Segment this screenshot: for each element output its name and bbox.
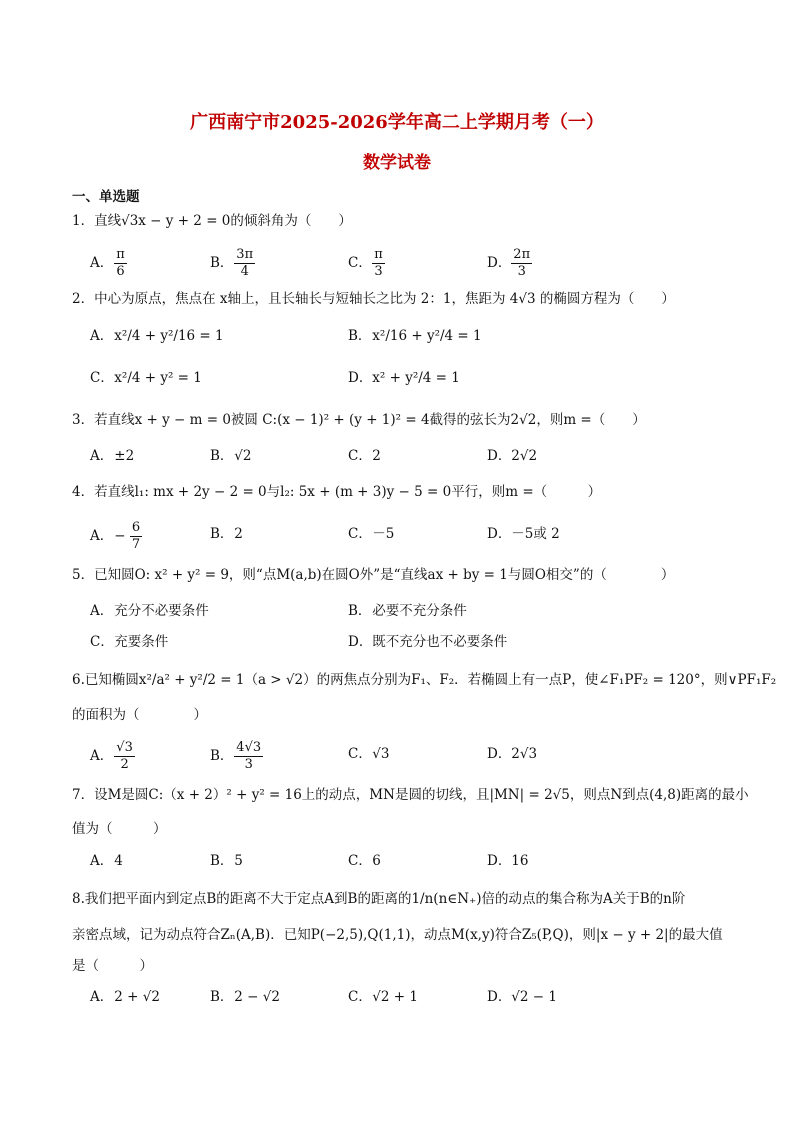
option-letter: C． [348,448,372,464]
q6-option-d[interactable] [487,744,537,764]
q3-option-b[interactable] [210,446,252,466]
question-8-stem-cont: 亲密点域，记为动点符合Zₙ(A,B)．已知P(−2,5),Q(1,1)，动点M(x,y)符合Z₅(P,Q)，则|x − y + 2|的最大值 [72,927,723,943]
fraction: $\frac{√3}{2}$ [116,740,133,772]
option-letter: D． [487,746,512,762]
q8-option-a[interactable] [90,987,160,1007]
option-text: 5 [234,853,243,869]
fraction: $\frac{6}{7}$ [131,520,141,552]
option-letter: D． [487,255,512,271]
option-text: √2 [234,448,252,464]
option-text: 2 − √2 [234,989,280,1005]
fraction: $\frac{3\pi}{4}$ [236,247,254,279]
q3-option-c[interactable] [348,446,381,466]
question-6-stem: 6.已知椭圆x²/a² + y²/2 = 1（a > √2）的两焦点分别为F₁、F₂．若椭圆上有一点P，使∠F₁PF₂ = 120°，则∨PF₁F₂ [72,672,777,688]
option-letter: A． [90,853,114,869]
q8-option-b[interactable] [210,987,280,1007]
fraction: $\frac{2\pi}{3}$ [513,247,531,279]
option-letter: D． [487,853,512,869]
option-text: 16 [511,853,529,869]
question-7-stem: 7．设M是圆C:（x + 2）² + y² = 16上的动点，MN是圆的切线，且|MN| = 2√5，则点N到点(4,8)距离的最小 [72,787,749,803]
option-letter: A． [90,255,114,271]
question-1-stem: 1．直线√3x − y + 2 = 0的倾斜角为（ ） [72,213,352,229]
option-text: 4 [114,853,123,869]
q6-option-b[interactable] [210,740,263,773]
q4-option-c[interactable] [348,524,394,544]
q2-option-d[interactable] [348,368,460,388]
exam-subtitle: 数学试卷 [363,153,431,173]
option-text: √3 [372,746,390,762]
question-8-stem-cont2: 是（ ） [72,958,153,974]
fraction: $\frac{\pi}{6}$ [116,247,125,279]
q1-option-a[interactable] [90,247,127,280]
option-letter: B． [210,255,234,271]
q2-option-a[interactable] [90,326,224,346]
q6-option-a[interactable] [90,740,135,773]
q5-option-a[interactable] [90,601,209,621]
option-text: －5 [372,526,395,542]
option-letter: A． [90,448,114,464]
option-text: √2 − 1 [511,989,557,1005]
option-letter: B． [348,328,372,344]
option-letter: D． [348,370,373,386]
option-text: －5或 2 [511,526,560,542]
option-letter: B． [210,526,234,542]
q6-option-c[interactable] [348,744,390,764]
option-text: 2 [372,448,381,464]
option-letter: B． [210,448,234,464]
fraction: $\frac{\pi}{3}$ [374,247,383,279]
option-text: 2√3 [511,746,538,762]
option-text: 2√2 [511,448,538,464]
q5-option-b[interactable] [348,601,467,621]
question-4-stem: 4．若直线l₁: mx + 2y − 2 = 0与l₂: 5x + (m + 3)y − 5 = 0平行，则m =（ ） [72,484,602,500]
option-letter: D． [487,526,512,542]
question-2-stem: 2．中心为原点，焦点在 x轴上，且长轴长与短轴长之比为 2：1，焦距为 4√3 的椭圆方程为（ ） [72,291,675,307]
option-text: x² + y²/4 = 1 [372,370,460,386]
option-letter: A． [90,528,114,544]
option-letter: A． [90,603,114,619]
option-letter: C． [348,746,372,762]
q7-option-d[interactable] [487,851,528,871]
fraction: $\frac{4√3}{3}$ [236,740,262,772]
section-heading: 一、单选题 [72,189,140,205]
option-text: 6 [372,853,381,869]
q4-option-b[interactable] [210,524,243,544]
option-text: x²/4 + y²/16 = 1 [114,328,224,344]
option-letter: A． [90,748,114,764]
option-letter: B． [348,603,372,619]
minus-sign: − [114,528,126,544]
option-letter: A． [90,328,114,344]
question-3-stem: 3．若直线x + y − m = 0被圆 C:(x − 1)² + (y + 1)² = 4截得的弦长为2√2，则m =（ ） [72,412,646,428]
option-text: ±2 [114,448,135,464]
option-letter: C． [90,370,114,386]
exam-title: 广西南宁市2025-2026学年高二上学期月考（一） [190,112,604,133]
option-text: 充要条件 [114,634,169,650]
question-8-stem: 8.我们把平面内到定点B的距离不大于定点A到B的距离的1/n(n∈N₊)倍的动点的集合称为A关于B的n阶 [72,891,686,907]
q2-option-c[interactable] [90,368,202,388]
q4-option-a[interactable] [90,520,142,553]
q3-option-d[interactable] [487,446,537,466]
option-letter: C． [348,989,372,1005]
option-letter: D． [487,448,512,464]
q2-option-b[interactable] [348,326,482,346]
question-6-stem-cont: 的面积为（ ） [72,707,207,723]
question-5-stem: 5．已知圆O: x² + y² = 9，则“点M(a,b)在圆O外”是“直线ax + by = 1与圆O相交”的（ ） [72,567,675,583]
option-letter: A． [90,989,114,1005]
question-7-stem-cont: 值为（ ） [72,821,167,837]
q4-option-d[interactable] [487,524,560,544]
q7-option-a[interactable] [90,851,123,871]
q5-option-d[interactable] [348,632,507,652]
option-letter: B． [210,853,234,869]
option-letter: B． [210,989,234,1005]
option-letter: C． [348,526,372,542]
option-text: 2 + √2 [114,989,160,1005]
option-letter: C． [90,634,114,650]
option-letter: D． [487,989,512,1005]
q7-option-c[interactable] [348,851,381,871]
option-letter: C． [348,853,372,869]
q7-option-b[interactable] [210,851,243,871]
q1-option-d[interactable] [487,247,532,280]
option-letter: D． [348,634,373,650]
option-text: √2 + 1 [372,989,418,1005]
q1-option-c[interactable] [348,247,385,280]
q5-option-c[interactable] [90,632,168,652]
option-text: 2 [234,526,243,542]
option-text: x²/16 + y²/4 = 1 [372,328,482,344]
option-text: 必要不充分条件 [372,603,467,619]
option-text: 充分不必要条件 [114,603,209,619]
q3-option-a[interactable] [90,446,134,466]
q1-option-b[interactable] [210,247,255,280]
option-text: 既不充分也不必要条件 [372,634,508,650]
option-letter: C． [348,255,372,271]
q8-option-c[interactable] [348,987,418,1007]
option-text: x²/4 + y² = 1 [114,370,202,386]
q8-option-d[interactable] [487,987,557,1007]
option-letter: B． [210,748,234,764]
